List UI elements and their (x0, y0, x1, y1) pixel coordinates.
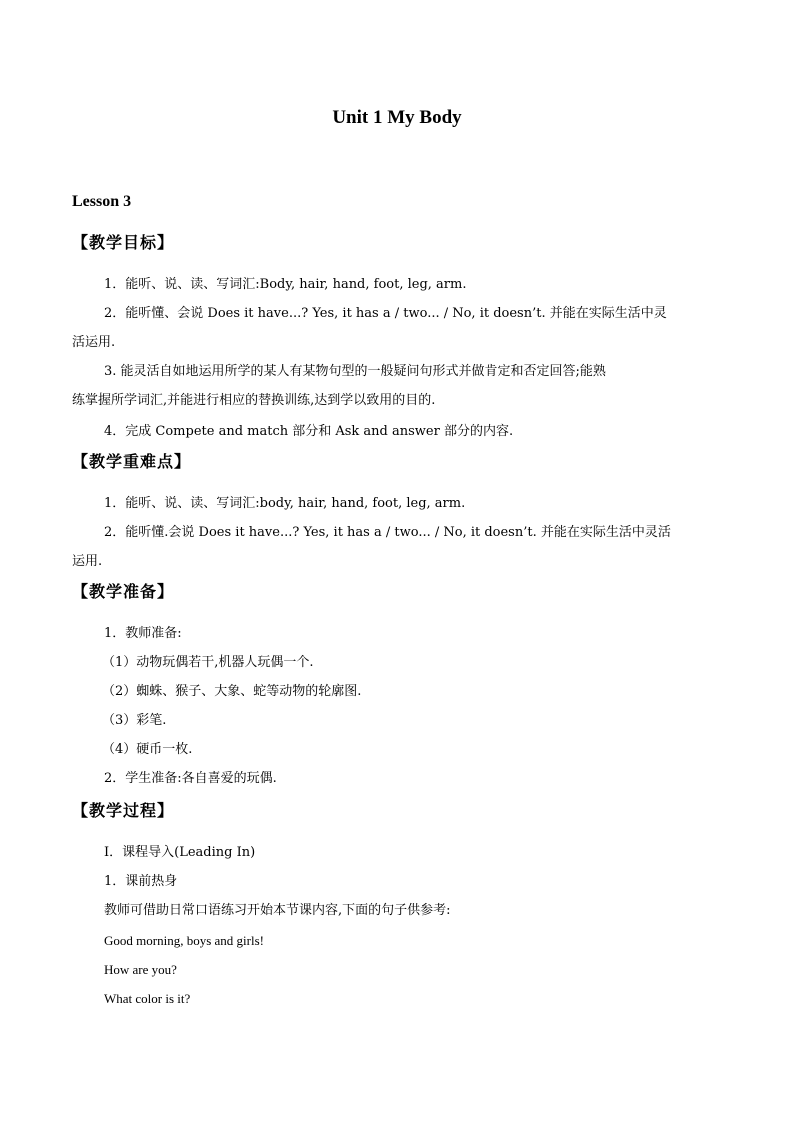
preparation-line-1: 1．教师准备: (104, 626, 182, 641)
objectives-line-2: 2．能听懂、会说 Does it have...? Yes, it has a / two... / No, it doesn’t. 并能在实际生活中灵 (104, 306, 667, 321)
process-line-5: How are you? (104, 962, 177, 977)
lesson-label: Lesson 3 (72, 193, 132, 210)
process-line-3: 教师可借助日常口语练习开始本节课内容,下面的句子供参考: (104, 903, 451, 918)
preparation-line-5: （4）硬币一枚. (102, 742, 193, 757)
preparation-line-2: （1）动物玩偶若干,机器人玩偶一个. (102, 655, 314, 670)
objectives-line-3: 活运用. (72, 335, 116, 350)
key-points-line-2: 2．能听懂.会说 Does it have...? Yes, it has a / two... / No, it doesn’t. 并能在实际生活中灵活 (104, 525, 671, 540)
process-heading: 【教学过程】 (72, 801, 175, 820)
process-line-1: Ⅰ．课程导入(Leading In) (104, 845, 256, 860)
key-points-line-1: 1．能听、说、读、写词汇:body, hair, hand, foot, leg, arm. (104, 496, 466, 511)
preparation-line-6: 2．学生准备:各自喜爱的玩偶. (104, 771, 277, 786)
process-line-4: Good morning, boys and girls! (104, 933, 264, 948)
objectives-line-4: 3. 能灵活自如地运用所学的某人有某物句型的一般疑问句形式并做肯定和否定回答;能熟 (104, 364, 606, 379)
preparation-heading: 【教学准备】 (72, 582, 175, 601)
preparation-line-3: （2）蜘蛛、猴子、大象、蛇等动物的轮廓图. (102, 684, 362, 699)
objectives-line-5: 练掌握所学词汇,并能进行相应的替换训练,达到学以致用的目的. (72, 393, 436, 408)
key-points-line-3: 运用. (72, 554, 103, 569)
document-title: Unit 1 My Body (332, 107, 462, 128)
preparation-line-4: （3）彩笔. (102, 713, 167, 728)
process-line-2: 1．课前热身 (104, 874, 178, 889)
objectives-line-6: 4．完成 Compete and match 部分和 Ask and answer 部分的内容. (104, 424, 514, 439)
objectives-line-1: 1．能听、说、读、写词汇:Body, hair, hand, foot, leg, arm. (104, 277, 467, 292)
key-points-heading: 【教学重难点】 (72, 452, 192, 471)
objectives-heading: 【教学目标】 (72, 233, 175, 252)
process-line-6: What color is it? (104, 991, 191, 1006)
